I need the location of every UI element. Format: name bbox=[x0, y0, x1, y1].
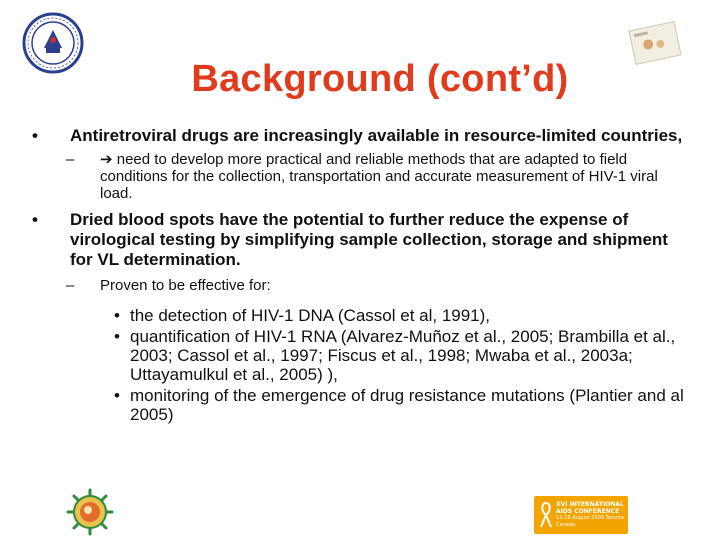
sub-bullet-item bbox=[32, 277, 692, 294]
aids-conference-logo-icon bbox=[534, 496, 628, 534]
hiv-virus-logo-icon bbox=[66, 488, 114, 536]
dash-glyph: – bbox=[66, 277, 75, 294]
bullet-glyph: • bbox=[114, 306, 120, 325]
bullet-glyph: • bbox=[32, 126, 38, 145]
bullet-text: Dried blood spots have the potential to further reduce the expense of virological testing by simplifying sample collection, storage and shipment for VL determination. bbox=[70, 210, 668, 269]
nested-bullet-item bbox=[32, 306, 692, 325]
nested-bullet-item bbox=[32, 327, 692, 384]
nested-bullet-text: the detection of HIV-1 DNA (Cassol et al, 1991), bbox=[130, 306, 491, 325]
bullet-glyph: • bbox=[114, 327, 120, 346]
aids-logo-line1: XVI INTERNATIONAL bbox=[556, 501, 624, 508]
sub-bullet-text: Proven to be effective for: bbox=[100, 277, 271, 294]
bullet-glyph: • bbox=[32, 210, 38, 229]
bullet-item bbox=[32, 210, 692, 270]
bullet-text: Antiretroviral drugs are increasingly available in resource-limited countries, bbox=[70, 126, 683, 145]
right-arrow-icon: ➔ bbox=[100, 150, 113, 168]
bullet-item bbox=[32, 126, 692, 146]
sub-bullet-text: need to develop more practical and reliable methods that are adapted to field conditions for the collection, transportation and accurate measurement of HIV-1 viral load. bbox=[100, 151, 658, 202]
ribbon-icon bbox=[539, 501, 553, 529]
nested-bullet-text: monitoring of the emergence of drug resistance mutations (Plantier and al 2005) bbox=[130, 386, 684, 424]
dash-glyph: – bbox=[66, 151, 75, 168]
nested-bullet-item bbox=[32, 386, 692, 424]
slide-body bbox=[32, 126, 692, 424]
sub-bullet-item bbox=[32, 151, 692, 202]
bullet-glyph: • bbox=[114, 386, 120, 405]
aids-logo-line2: AIDS CONFERENCE bbox=[556, 508, 620, 515]
aids-logo-line3: 13-18 August 2006 Toronto Canada bbox=[556, 515, 624, 528]
aids-logo-text bbox=[556, 501, 626, 529]
slide-title: Background (cont’d) bbox=[191, 58, 569, 100]
nested-bullet-text: quantification of HIV-1 RNA (Alvarez-Muñoz et al., 2005; Brambilla et al., 2003; Cassol et al., 1997; Fiscus et al., 1998; Mwaba et al., 2003a; Uttayamulkul et al., 2005) ), bbox=[130, 327, 676, 384]
